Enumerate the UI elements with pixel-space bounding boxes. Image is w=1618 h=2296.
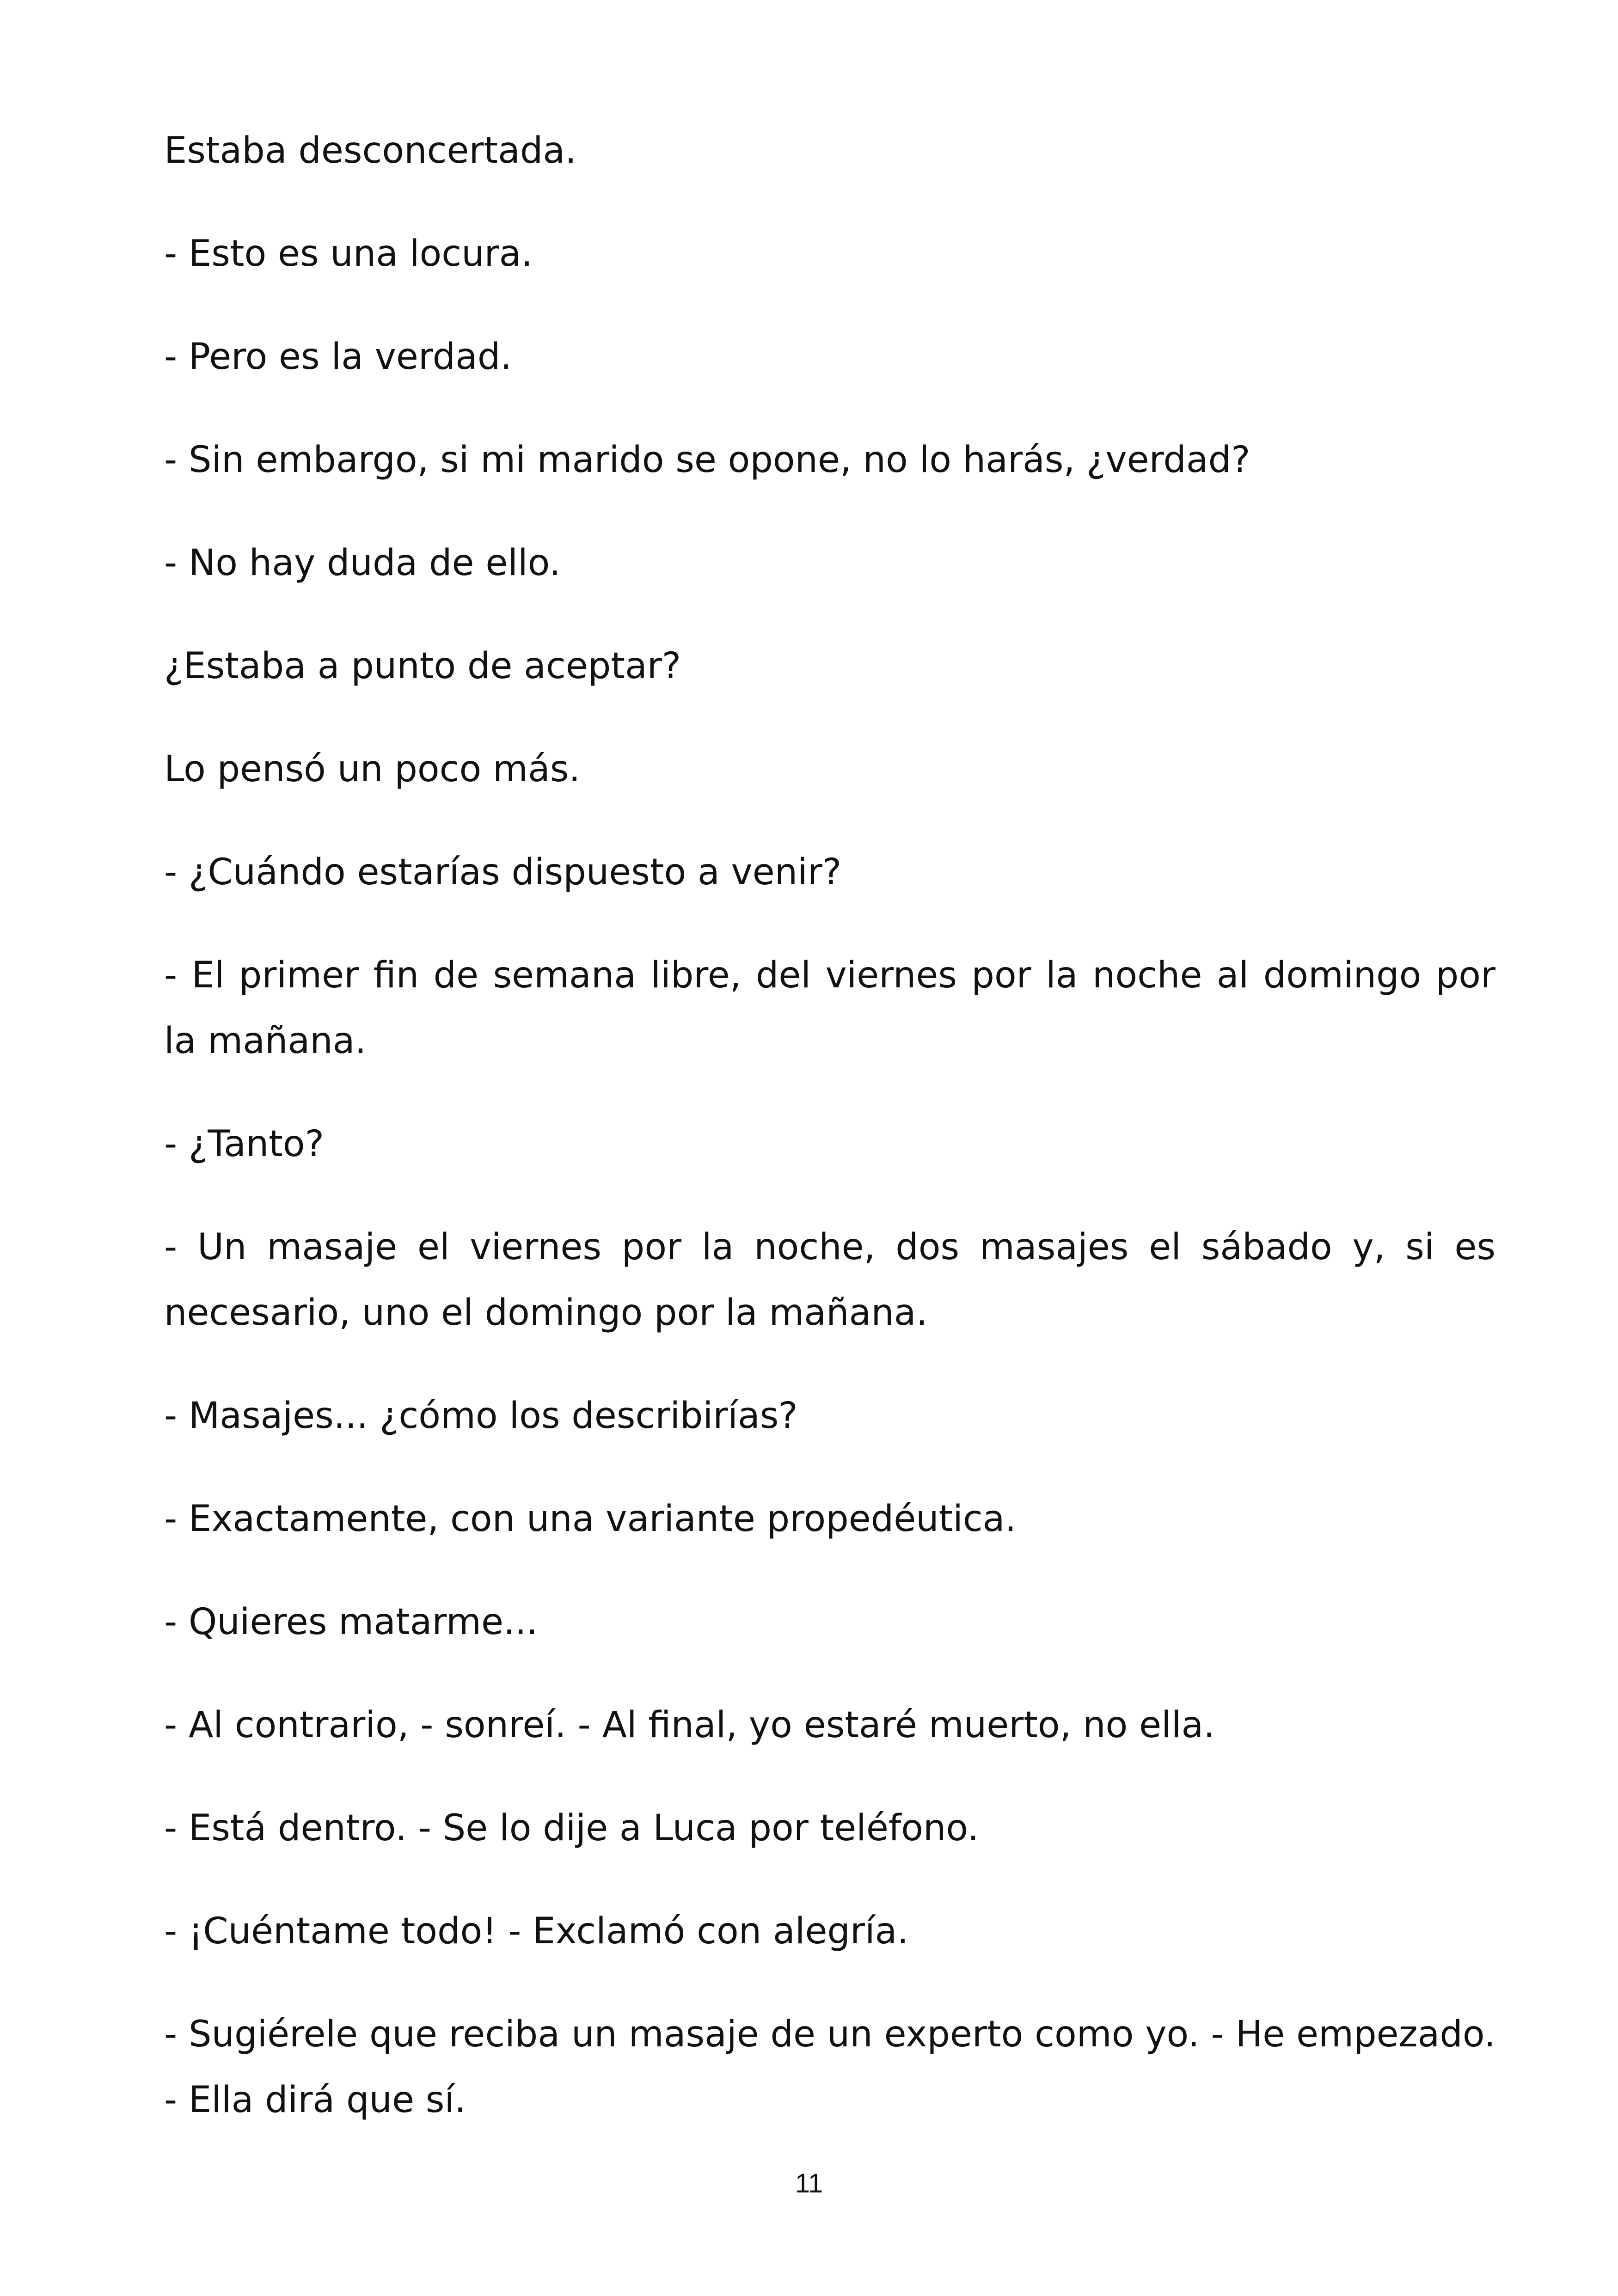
paragraph-7: Lo pensó un poco más. [164, 748, 581, 790]
paragraph-6: ¿Estaba a punto de aceptar? [164, 645, 681, 687]
paragraph-13: - Exactamente, con una variante propedéutica. [164, 1498, 1017, 1540]
paragraph-10: - ¿Tanto? [164, 1123, 325, 1165]
paragraph-1: Estaba desconcertada. [164, 130, 577, 171]
paragraph-17: - ¡Cuéntame todo! - Exclamó con alegría. [164, 1910, 909, 1952]
paragraph-16: - Está dentro. - Se lo dije a Luca por teléfono. [164, 1807, 979, 1849]
paragraph-12: - Masajes... ¿cómo los describirías? [164, 1395, 798, 1437]
page-number: 11 [795, 2168, 823, 2198]
paragraph-15: - Al contrario, - sonreí. - Al final, yo estaré muerto, no ella. [164, 1704, 1215, 1746]
paragraph-11: - Un masaje el viernes por la noche, dos masajes el sábado y, si es necesario, uno el domingo por la mañana. [164, 1226, 1495, 1334]
body-text [164, 118, 1495, 2170]
paragraph-9: - El primer fin de semana libre, del viernes por la noche al domingo por la mañana. [164, 955, 1495, 1062]
paragraph-4: - Sin embargo, si mi marido se opone, no lo harás, ¿verdad? [164, 439, 1250, 481]
paragraph-5: - No hay duda de ello. [164, 542, 561, 584]
paragraph-3: - Pero es la verdad. [164, 336, 512, 378]
paragraph-18: - Sugiérele que reciba un masaje de un experto como yo. - He empezado. - Ella dirá que sí. [164, 2014, 1495, 2121]
paragraph-8: - ¿Cuándo estarías dispuesto a venir? [164, 851, 842, 893]
paragraph-14: - Quieres matarme... [164, 1601, 538, 1643]
paragraph-2: - Esto es una locura. [164, 233, 533, 275]
